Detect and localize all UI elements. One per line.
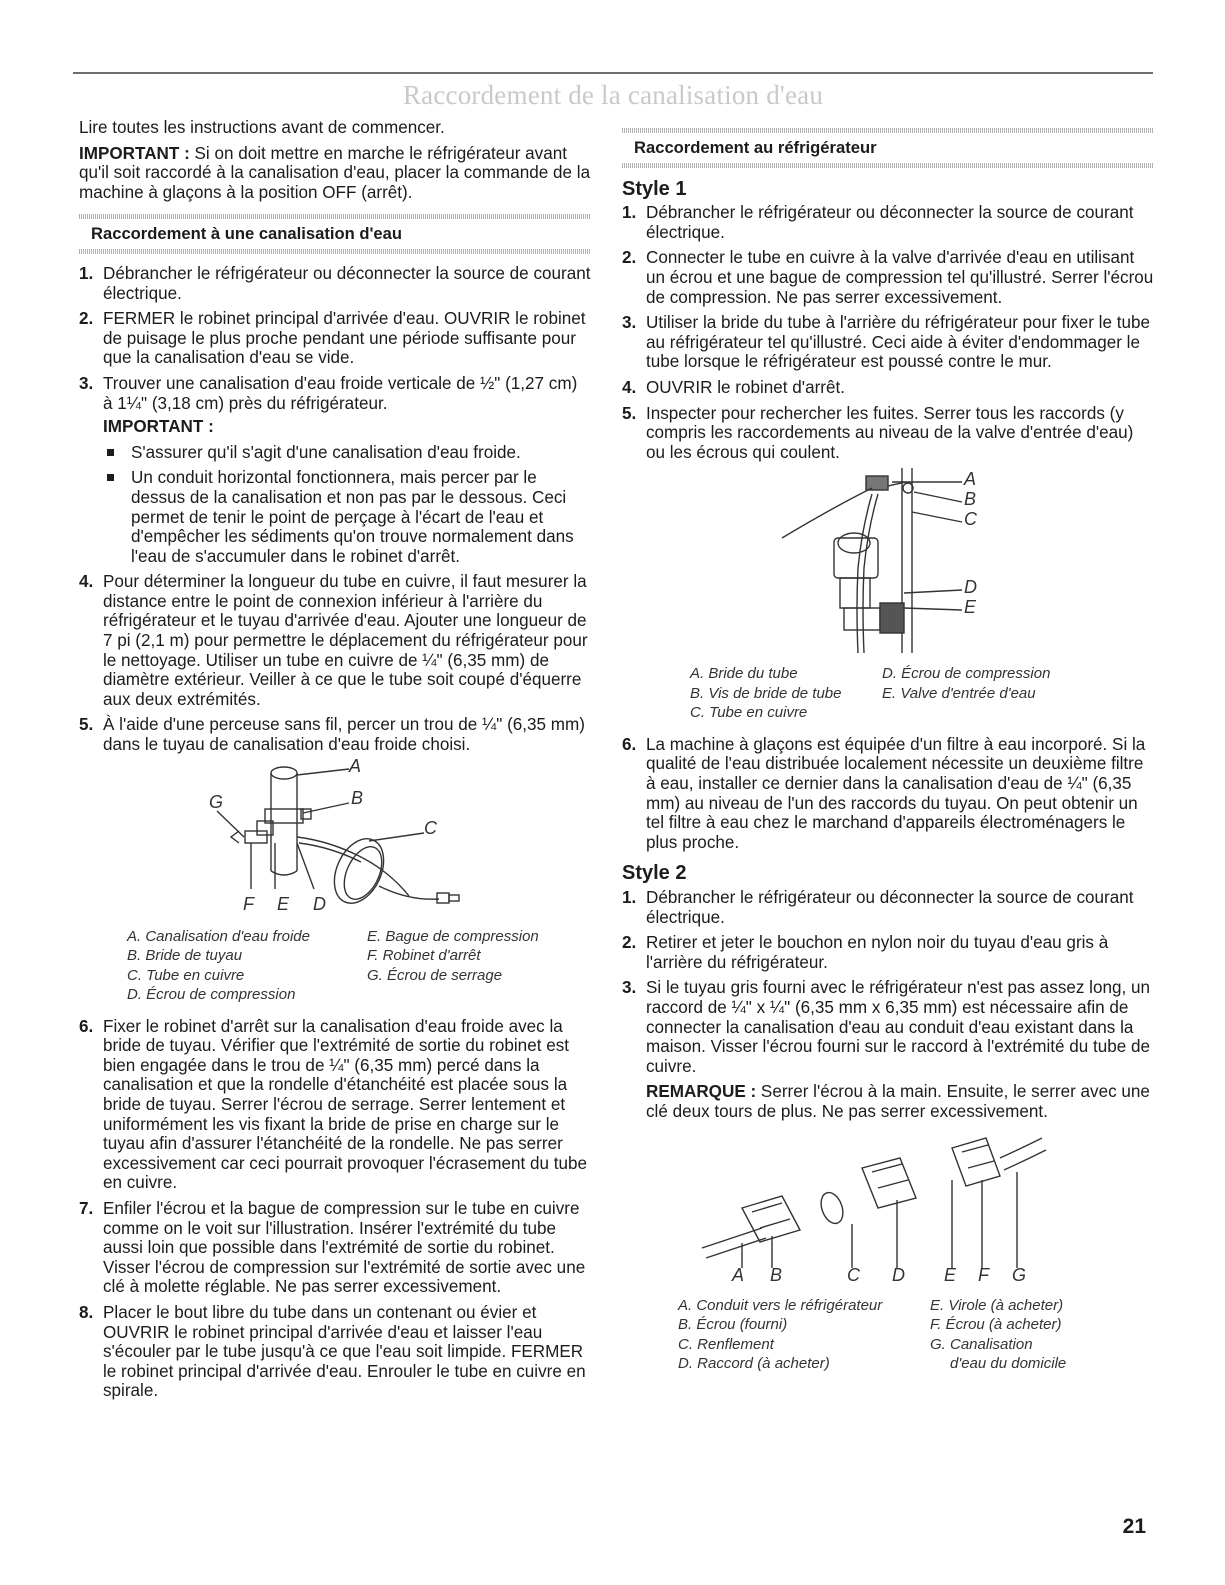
caption-item: F. Écrou (à acheter)	[930, 1316, 1062, 1333]
caption-item: G. Canalisation	[930, 1335, 1033, 1353]
caption-item: D. Raccord (à acheter)	[678, 1355, 830, 1372]
caption-item	[367, 985, 591, 1005]
top-rule	[73, 72, 1153, 74]
step-item: 2. Connecter le tube en cuivre à la valve d'arrivée d'eau en utilisant un écrou et une bague de compression tel qu'illustré. Serrer l'écrou de compression. Ne pas serrer excessivement.	[622, 248, 1154, 307]
shutoff-valve-illustration	[79, 761, 591, 921]
figure2-caption	[622, 664, 1154, 723]
right-column	[622, 118, 1154, 1386]
remarque-note	[646, 1082, 1154, 1121]
figure3-label-c: C	[847, 1264, 860, 1285]
left-column	[79, 118, 591, 1407]
figure3-caption	[622, 1296, 1154, 1374]
step-item: 2. Retirer et jeter le bouchon en nylon noir du tuyau d'eau gris à l'arrière du réfrigérateur.	[622, 933, 1109, 972]
step-item: 8. Placer le bout libre du tube dans un contenant ou évier et OUVRIR le robinet principal d'arrivée d'eau et laisser l'eau s'écouler par le tube jusqu'à ce que l'eau soit limpide. FERMER le robinet principal d'arrivée d'eau. Enrouler le tube en cuivre en spirale.	[79, 1302, 586, 1401]
remarque-text: Serrer l'écrou à la main. Ensuite, le serrer avec une clé deux tours de plus. Ne pas serrer excessivement.	[646, 1082, 1150, 1121]
figure-fitting	[622, 1128, 1154, 1285]
figure1-label-e: E	[277, 893, 290, 914]
figure-shutoff-valve	[79, 755, 591, 921]
style1-heading: Style 1	[622, 177, 687, 200]
caption-item: F. Robinet d'arrêt	[367, 947, 481, 965]
step-item: 5. Inspecter pour rechercher les fuites. Serrer tous les raccords (y compris les raccordements au niveau de la valve d'entrée d'eau) ou les écrous qui coulent.	[622, 403, 1134, 462]
page-title: Raccordement de la canalisation d'eau	[402, 80, 824, 110]
inlet-valve-illustration	[622, 468, 1154, 658]
step-item: 3. Utiliser la bride du tube à l'arrière du réfrigérateur pour fixer le tube au réfrigérateur tel qu'illustré. Ceci aide à éviter d'endommager le tube lorsque le réfrigérateur est poussé contre le mur.	[622, 313, 1150, 372]
bullet-item: Un conduit horizontal fonctionnera, mais percer par le dessus de la canalisation et non pas par le dessous. Ceci permet de tenir le point de perçage à l'écart de l'eau et d'empêcher les sédiments qu'on trouve normalement dans l'eau de s'accumuler dans le robinet d'arrêt.	[103, 468, 591, 566]
figure1-label-b: B	[351, 787, 364, 808]
step-item: 1. Débrancher le réfrigérateur ou déconnecter la source de courant électrique.	[622, 887, 1134, 927]
page-number: 21	[1122, 1515, 1146, 1538]
step-item: 2. FERMER le robinet principal d'arrivée d'eau. OUVRIR le robinet de puisage le plus proche pendant une période suffisante pour que la canalisation d'eau se vide.	[79, 309, 586, 368]
steps-list-b	[79, 572, 591, 754]
style1-steps	[622, 203, 1154, 462]
important-note	[79, 144, 591, 203]
step-item: 1. Débrancher le réfrigérateur ou déconnecter la source de courant électrique.	[622, 203, 1134, 242]
step-item: 5. À l'aide d'une perceuse sans fil, percer un trou de ¼" (6,35 mm) dans le tuyau de canalisation d'eau froide choisi.	[79, 715, 585, 755]
caption-item: A. Conduit vers le réfrigérateur	[678, 1296, 883, 1314]
figure3-label-g: G	[1012, 1264, 1027, 1285]
step-item: 3. Si le tuyau gris fourni avec le réfrigérateur n'est pas assez long, un raccord de ¼" x ¼" (6,35 mm x 6,35 mm) est nécessaire afin de connecter la canalisation d'eau au conduit d'eau existant dans la maison. Visser l'écrou fourni sur le raccord à l'extrémité du tube de cuivre. REMARQUE : Serrer l'écrou à la main. Ensuite, le serrer avec une clé deux tours de plus. Ne pas serrer excessivement.	[622, 978, 1154, 1121]
step-item: 7. Enfiler l'écrou et la bague de compression sur le tube en cuivre comme on le voit sur l'illustration. Insérer l'extrémité du tube aussi loin que possible dans l'extrémité de sortie du robinet. Visser l'écrou de compression sur l'extrémité de sortie avec une clé à molette réglable. Ne pas serrer excessivement.	[79, 1198, 586, 1297]
step-item: 6. Fixer le robinet d'arrêt sur la canalisation d'eau froide avec la bride de tuyau. Vérifier que l'extrémité de sortie du robinet est bien engagée dans le trou de ¼" (6,35 mm) percé dans la canalisation et que la rondelle d'étanchéité est placée sous la bride de tuyau. Serrer l'écrou de serrage. Serrer lentement et uniformément les vis fixant la bride de prise en charge sur le tuyau afin d'assurer l'étanchéité de la rondelle. Ne pas serrer excessivement car ceci pourrait provoquer l'écrasement du tube en cuivre.	[79, 1016, 588, 1193]
step3-important-label: IMPORTANT :	[103, 417, 214, 437]
figure3-label-f: F	[978, 1264, 989, 1285]
caption-item: D. Écrou de compression	[882, 665, 1051, 683]
remarque-label: REMARQUE :	[646, 1082, 757, 1102]
caption-item: A. Canalisation d'eau froide	[127, 927, 310, 945]
figure2-label-a: A	[964, 469, 977, 490]
figure3-label-d: D	[892, 1264, 905, 1285]
figure1-label-a: A	[349, 755, 362, 776]
figure2-label-d: D	[964, 577, 977, 598]
caption-item	[882, 703, 1154, 723]
figure3-label-a: A	[732, 1264, 745, 1285]
section-heading-water-line: Raccordement à une canalisation d'eau	[79, 214, 591, 254]
figure1-caption	[79, 927, 591, 1005]
caption-item: d'eau du domicile	[950, 1355, 1067, 1372]
caption-item: C. Tube en cuivre	[127, 966, 245, 984]
caption-item: B. Vis de bride de tube	[690, 684, 842, 702]
fitting-illustration	[622, 1128, 1154, 1278]
figure2-label-e: E	[964, 597, 977, 618]
caption-item: C. Renflement	[678, 1335, 774, 1353]
caption-item: G. Écrou de serrage	[367, 966, 503, 984]
figure2-label-b: B	[964, 489, 977, 510]
steps-list-c	[79, 1017, 591, 1401]
step-item: 3. Trouver une canalisation d'eau froide verticale de ½" (1,27 cm) à 1¼" (3,18 cm) près du réfrigérateur. IMPORTANT : S'assurer qu'il s'agit d'une canalisation d'eau froide. Un conduit horizontal fonctionnera, mais percer par le dessus de la canalisation et non pas par le dessous. Ceci permet de tenir le point de perçage à l'écart de l'eau et d'empêcher les sédiments qu'on trouve normalement dans l'eau de s'accumuler dans le robinet d'arrêt.	[79, 374, 591, 566]
important-text: Si on doit mettre en marche le réfrigérateur avant qu'il soit raccordé à la canalisation d'eau, placer la commande de la machine à glaçons à la position OFF (arrêt).	[79, 143, 591, 202]
style2-heading: Style 2	[622, 862, 687, 885]
figure1-label-g: G	[209, 791, 224, 812]
figure3-label-e: E	[944, 1264, 957, 1285]
step-item: 6. La machine à glaçons est équipée d'un filtre à eau incorporé. Si la qualité de l'eau distribuée localement nécessite un deuxième filtre à eau, installer ce dernier dans la canalisation d'eau de ¼" (6,35 mm) au niveau de l'un des raccords du tuyau. On peut obtenir un tel filtre à eau chez le marchand d'appareils électroménagers le plus proche.	[622, 734, 1146, 852]
figure1-label-f: F	[243, 893, 254, 914]
style1-step6	[622, 735, 1154, 853]
caption-item: A. Bride du tube	[690, 665, 798, 683]
bullet-item: S'assurer qu'il s'agit d'une canalisation d'eau froide.	[103, 443, 591, 463]
caption-item: B. Écrou (fourni)	[678, 1316, 788, 1333]
section-heading-refrigerator: Raccordement au réfrigérateur	[622, 128, 1154, 168]
style2-steps	[622, 888, 1154, 1122]
step-item: 4. Pour déterminer la longueur du tube en cuivre, il faut mesurer la distance entre le point de connexion inférieur à l'arrière du réfrigérateur et le tuyau d'arrivée d'eau. Ajouter une longueur de 7 pi (2,1 m) pour permettre le déplacement du réfrigérateur pour le nettoyage. Utiliser un tube en cuivre de ¼" (6,35 mm) de diamètre extérieur. Veiller à ce que le tube soit coupé d'équerre aux deux extrémités.	[79, 572, 588, 709]
caption-item: D. Écrou de compression	[127, 986, 296, 1004]
caption-item: E. Bague de compression	[367, 927, 539, 945]
caption-item: C. Tube en cuivre	[690, 704, 808, 722]
figure3-label-b: B	[770, 1264, 783, 1285]
caption-item: E. Virole (à acheter)	[930, 1296, 1064, 1314]
step-item: 1. Débrancher le réfrigérateur ou déconnecter la source de courant électrique.	[79, 263, 591, 303]
caption-item: B. Bride de tuyau	[127, 947, 243, 965]
intro-text: Lire toutes les instructions avant de commencer.	[79, 118, 445, 137]
figure1-label-c: C	[424, 817, 437, 838]
figure1-label-d: D	[313, 893, 326, 914]
steps-list-a	[79, 264, 591, 566]
figure-inlet-valve	[622, 468, 1154, 658]
step3-bullet-list	[103, 443, 591, 567]
step-item: 4. OUVRIR le robinet d'arrêt.	[622, 377, 845, 397]
figure2-label-c: C	[964, 509, 977, 530]
important-label: IMPORTANT :	[79, 143, 190, 163]
caption-item: E. Valve d'entrée d'eau	[882, 684, 1036, 702]
